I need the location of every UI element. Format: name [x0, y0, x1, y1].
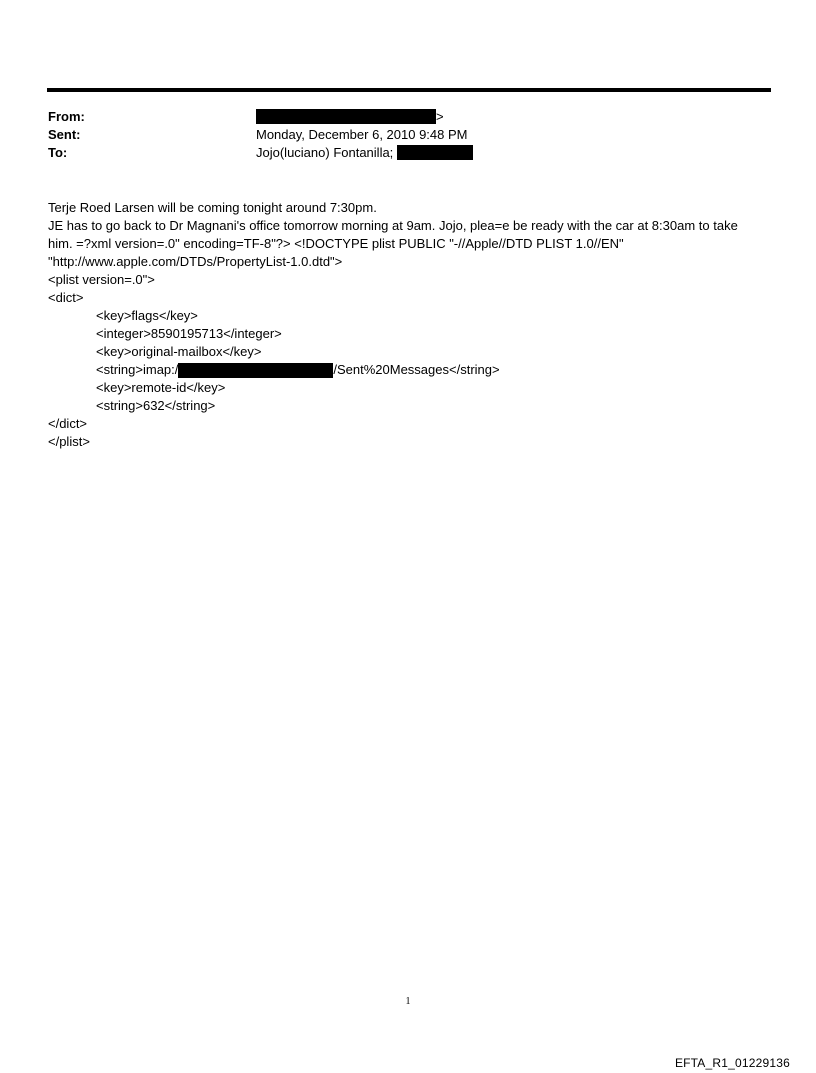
body-line: </plist>	[48, 434, 90, 449]
body-line: <key>remote-id</key>	[96, 380, 226, 395]
body-line: "http://www.apple.com/DTDs/PropertyList-1.0.dtd">	[48, 254, 343, 269]
body-line: him. =?xml version=.0" encoding=TF-8"?> <!DOCTYPE plist PUBLIC "-//Apple//DTD PLIST 1.0//EN"	[48, 236, 624, 251]
body-line: <string>632</string>	[96, 398, 216, 413]
to-value: Jojo(luciano) Fontanilla;	[256, 145, 394, 160]
sent-value: Monday, December 6, 2010 9:48 PM	[256, 127, 468, 142]
imap-suffix: /Sent%20Messages</string>	[333, 362, 500, 377]
body-line: JE has to go back to Dr Magnani's office tomorrow morning at 9am. Jojo, plea=e be ready with the car at 8:30am to take	[48, 218, 738, 233]
from-value	[256, 108, 444, 125]
body-line: <dict>	[48, 290, 84, 305]
body-line: Terje Roed Larsen will be coming tonight around 7:30pm.	[48, 200, 377, 215]
imap-prefix: <string>imap:/	[96, 362, 179, 377]
body-line: <integer>8590195713</integer>	[96, 326, 282, 341]
page-number: 1	[405, 996, 411, 1007]
body-line: <key>flags</key>	[96, 308, 198, 323]
body-line-imap	[48, 361, 778, 379]
sent-label: Sent:	[48, 127, 81, 142]
redaction-box	[178, 363, 333, 378]
redaction-box	[256, 109, 436, 124]
to-label: To:	[48, 145, 68, 160]
from-label: From:	[48, 109, 85, 124]
to-value-wrap	[256, 144, 473, 161]
redaction-box	[397, 145, 473, 160]
document-id: EFTA_R1_01229136	[674, 1056, 790, 1070]
body-line: <key>original-mailbox</key>	[96, 344, 262, 359]
body-line: <plist version=.0">	[48, 272, 155, 287]
body-line: </dict>	[48, 416, 88, 431]
message-body	[48, 199, 778, 451]
header-rule	[47, 88, 771, 92]
from-suffix: >	[436, 109, 444, 124]
